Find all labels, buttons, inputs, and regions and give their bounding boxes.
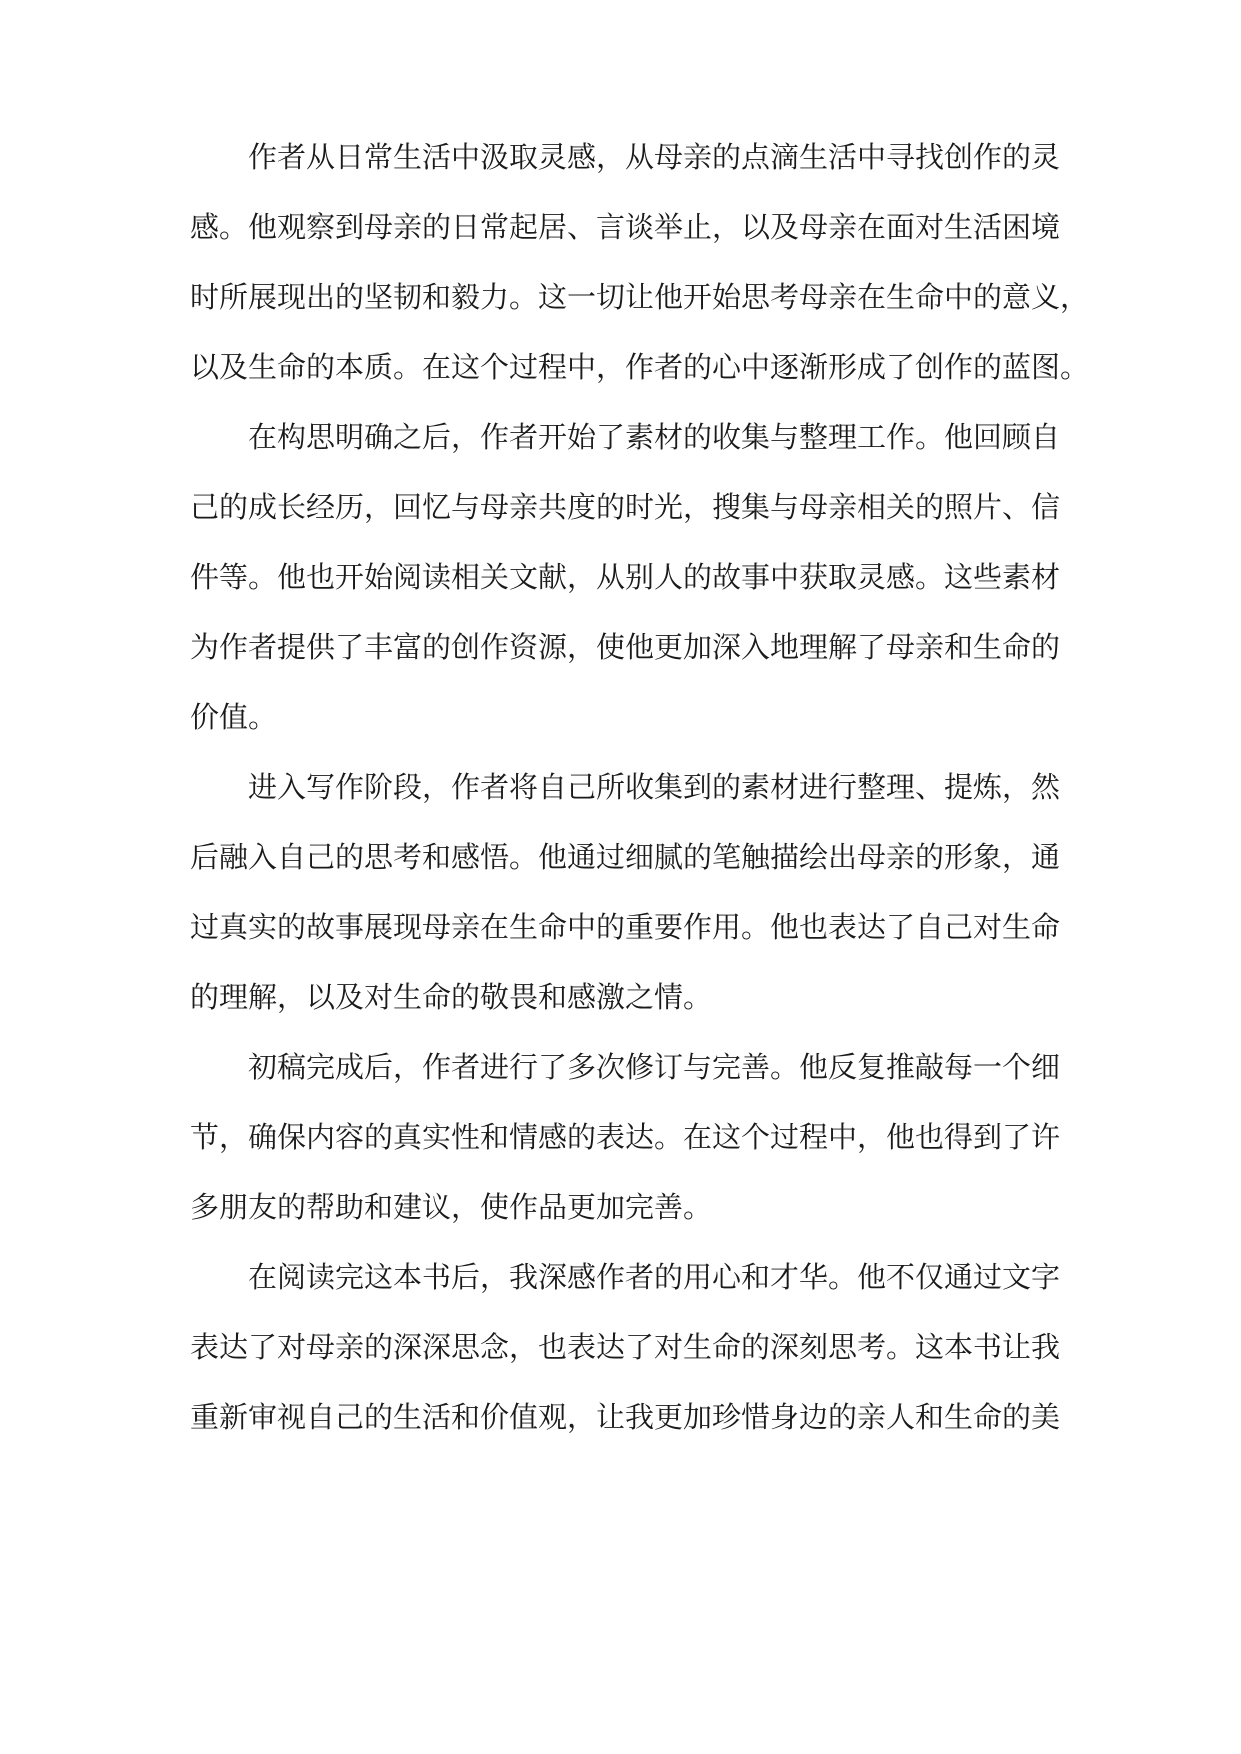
text-line: 初稿完成后，作者进行了多次修订与完善。他反复推敲每一个细 [248, 1050, 1061, 1084]
text-line: 多朋友的帮助和建议，使作品更加完善。 [190, 1190, 713, 1224]
text-line: 为作者提供了丰富的创作资源，使他更加深入地理解了母亲和生命的 [190, 630, 1061, 664]
text-line: 感。他观察到母亲的日常起居、言谈举止，以及母亲在面对生活困境 [190, 210, 1061, 244]
text-line: 重新审视自己的生活和价值观，让我更加珍惜身边的亲人和生命的美 [190, 1400, 1061, 1434]
text-line: 时所展现出的坚韧和毅力。这一切让他开始思考母亲在生命中的意义， [190, 280, 1090, 314]
text-line: 在构思明确之后，作者开始了素材的收集与整理工作。他回顾自 [248, 420, 1061, 454]
text-line: 表达了对母亲的深深思念，也表达了对生命的深刻思考。这本书让我 [190, 1330, 1061, 1364]
text-line: 以及生命的本质。在这个过程中，作者的心中逐渐形成了创作的蓝图。 [190, 350, 1090, 384]
text-line: 价值。 [190, 700, 278, 734]
text-line: 进入写作阶段，作者将自己所收集到的素材进行整理、提炼，然 [248, 770, 1061, 804]
text-line: 己的成长经历，回忆与母亲共度的时光，搜集与母亲相关的照片、信 [190, 490, 1061, 524]
text-line: 作者从日常生活中汲取灵感，从母亲的点滴生活中寻找创作的灵 [248, 140, 1061, 174]
text-line: 在阅读完这本书后，我深感作者的用心和才华。他不仅通过文字 [248, 1260, 1061, 1294]
text-line: 后融入自己的思考和感悟。他通过细腻的笔触描绘出母亲的形象，通 [190, 840, 1061, 874]
text-line: 过真实的故事展现母亲在生命中的重要作用。他也表达了自己对生命 [190, 910, 1061, 944]
text-line: 的理解，以及对生命的敬畏和感激之情。 [190, 980, 713, 1014]
text-line: 件等。他也开始阅读相关文献，从别人的故事中获取灵感。这些素材 [190, 560, 1061, 594]
text-line: 节，确保内容的真实性和情感的表达。在这个过程中，他也得到了许 [190, 1120, 1061, 1154]
